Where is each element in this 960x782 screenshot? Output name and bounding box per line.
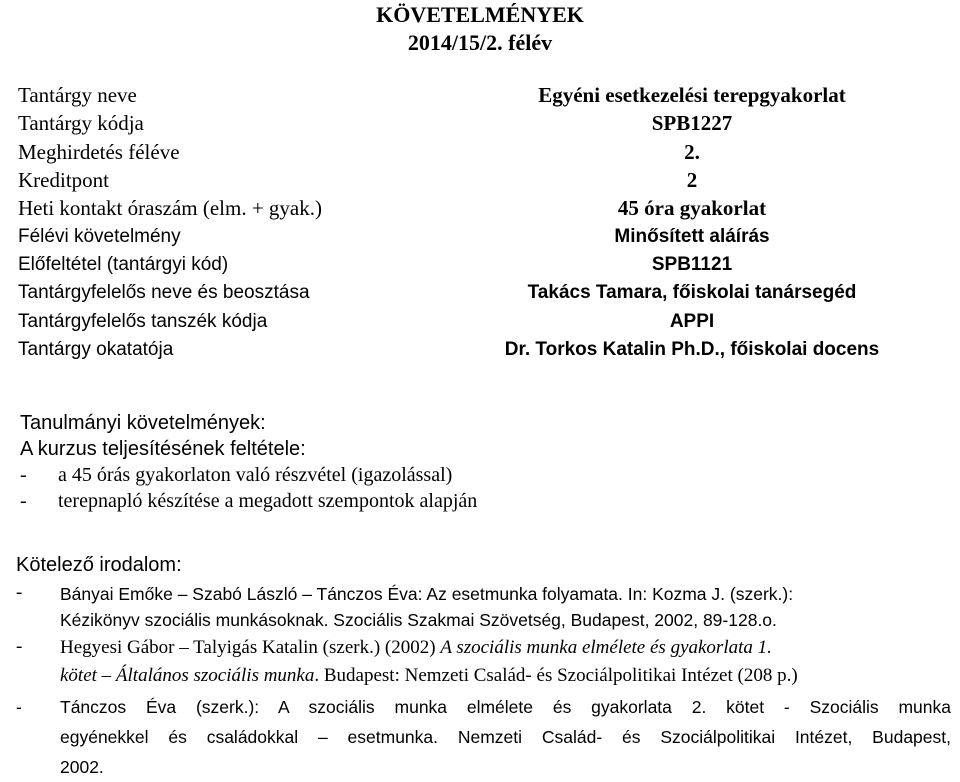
requirement-item bbox=[20, 488, 945, 514]
bullet-dash: - bbox=[16, 582, 23, 603]
literature-entry bbox=[16, 692, 951, 782]
literature-entry-line: 2002. bbox=[60, 757, 104, 777]
info-label: Tantárgy okatatója bbox=[18, 338, 174, 360]
requirements-section bbox=[20, 410, 945, 514]
info-label: Félévi követelmény bbox=[18, 225, 181, 247]
info-row bbox=[16, 109, 946, 137]
bullet-dash: - bbox=[20, 490, 27, 512]
info-row bbox=[16, 336, 946, 364]
literature-title: Kötelező irodalom: bbox=[16, 554, 182, 576]
info-label: Tantárgyfelelős tanszék kódja bbox=[18, 310, 268, 332]
info-value: SPB1121 bbox=[651, 253, 733, 275]
bullet-dash: - bbox=[16, 697, 22, 717]
info-row bbox=[16, 194, 946, 222]
requirement-item-text: a 45 órás gyakorlaton való részvétel (igazolással) bbox=[58, 464, 453, 486]
info-label: Meghirdetés féléve bbox=[18, 139, 180, 164]
literature-entry-line: Kézikönyv szociális munkásoknak. Szociális Szakmai Szövetség, Budapest, 2002, 89-128.o. bbox=[60, 610, 777, 630]
info-label: Tantárgy neve bbox=[18, 83, 137, 108]
info-value: Minősített aláírás bbox=[614, 225, 770, 247]
info-row bbox=[16, 222, 946, 250]
literature-section bbox=[16, 552, 951, 782]
info-value: Takács Tamara, főiskolai tanársegéd bbox=[527, 282, 857, 304]
literature-entry-line: Bányai Emőke – Szabó László – Tánczos Éva: Az esetmunka folyamata. In: Kozma J. (szerk.): bbox=[60, 584, 794, 604]
literature-entry bbox=[16, 634, 951, 690]
info-label: Heti kontakt óraszám (elm. + gyak.) bbox=[18, 196, 322, 221]
requirements-title: Tanulmányi követelmények: bbox=[20, 412, 266, 434]
requirements-intro: A kurzus teljesítésének feltétele: bbox=[20, 438, 306, 460]
literature-entry-italic: kötet – Általános szociális munka bbox=[60, 665, 315, 686]
info-label: Tantárgyfelelős neve és beosztása bbox=[18, 282, 310, 304]
literature-entry-italic: A szociális munka elmélete és gyakorlata 1. bbox=[440, 637, 772, 658]
info-row bbox=[16, 138, 946, 166]
info-value: 2 bbox=[686, 168, 698, 193]
info-row bbox=[16, 279, 946, 307]
bullet-dash: - bbox=[16, 636, 23, 657]
document-title: KÖVETELMÉNYEK bbox=[376, 2, 584, 27]
info-row bbox=[16, 81, 946, 109]
requirement-item bbox=[20, 462, 945, 488]
info-value: SPB1227 bbox=[651, 111, 733, 136]
literature-entry-text: Hegyesi Gábor – Talyigás Katalin (szerk.) (2002) bbox=[60, 637, 441, 658]
info-value: APPI bbox=[669, 310, 715, 332]
info-label: Kreditpont bbox=[18, 168, 109, 193]
document-semester: 2014/15/2. félév bbox=[407, 30, 553, 55]
bullet-dash: - bbox=[20, 464, 27, 486]
info-value: 2. bbox=[684, 139, 700, 164]
info-row bbox=[16, 307, 946, 335]
literature-entry-line: Tánczos Éva (szerk.): A szociális munka elmélete és gyakorlata 2. kötet - Szociális munka bbox=[60, 697, 951, 717]
info-label: Tantárgy kódja bbox=[18, 111, 144, 136]
info-row bbox=[16, 251, 946, 279]
info-value: Egyéni esetkezelési terepgyakorlat bbox=[538, 83, 846, 108]
literature-entry-line: egyénekkel és családokkal – esetmunka. Nemzeti Család- és Szociálpolitikai Intézet, Budapest, bbox=[60, 727, 951, 747]
info-value: 45 óra gyakorlat bbox=[617, 196, 767, 221]
literature-entry bbox=[16, 580, 951, 632]
requirement-item-text: terepnapló készítése a megadott szempontok alapján bbox=[58, 490, 478, 512]
info-value: Dr. Torkos Katalin Ph.D., főiskolai docens bbox=[504, 338, 880, 360]
literature-entry-text: . Budapest: Nemzeti Család- és Szociálpolitikai Intézet (208 p.) bbox=[314, 665, 798, 686]
course-info-table bbox=[16, 81, 946, 364]
info-row bbox=[16, 166, 946, 194]
info-label: Előfeltétel (tantárgyi kód) bbox=[18, 253, 229, 275]
